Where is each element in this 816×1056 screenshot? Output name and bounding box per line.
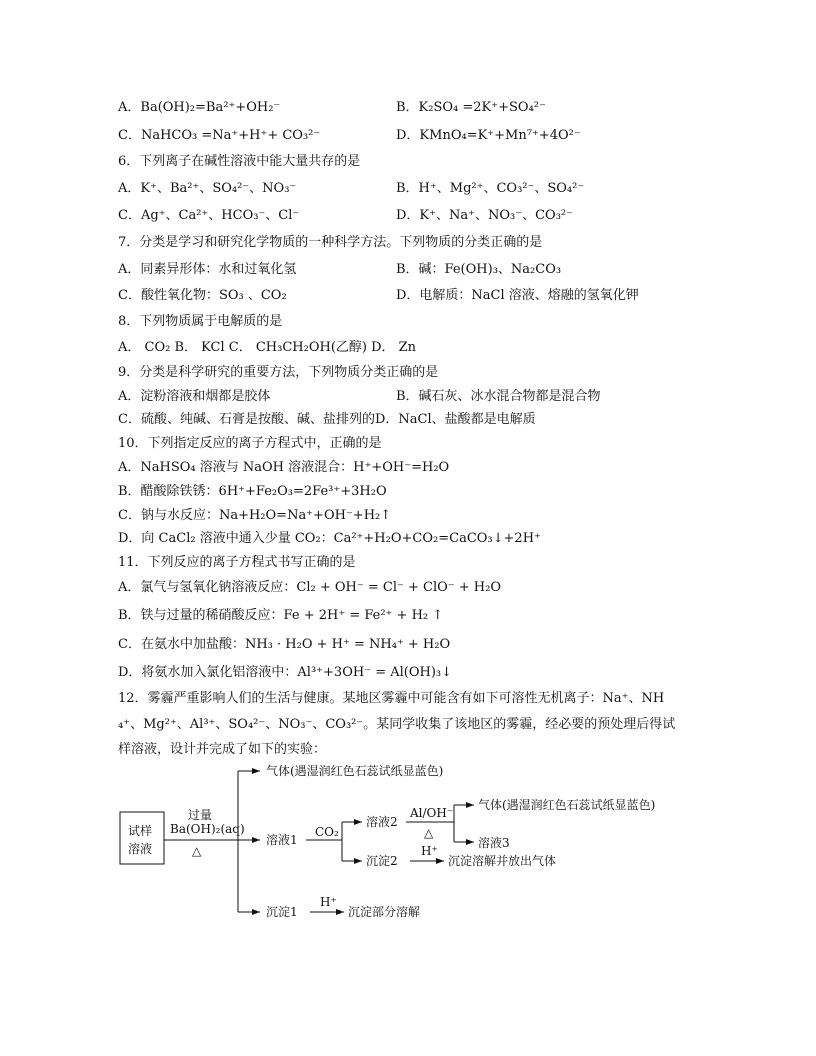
text-line-6A: A．K⁺、Ba²⁺、SO₄²⁻、NO₃⁻ <box>118 181 297 196</box>
text-line-7C: C．酸性氧化物：SO₃ 、CO₂ <box>118 288 287 303</box>
result2-label: 沉淀溶解并放出气体 <box>448 854 557 868</box>
text-line-9: 9．分类是科学研究的重要方法，下列物质分类正确的是 <box>118 365 439 380</box>
text-line-9B: B．碱石灰、冰水混合物都是混合物 <box>396 389 601 404</box>
reagent1-label: 过量 <box>188 808 213 822</box>
reagent2-label: Al/OH⁻ <box>410 806 454 820</box>
text-line-5B: B．K₂SO₄ =2K⁺+SO₄²⁻ <box>396 100 546 115</box>
gas2-label: 气体(遇湿润红色石蕊试纸显蓝色) <box>478 798 656 812</box>
text-line-11B: B．铁与过量的稀硝酸反应：Fe + 2H⁺ = Fe²⁺ + H₂ ↑ <box>118 608 444 623</box>
hplus2-label: H⁺ <box>320 895 337 909</box>
text-line-6B: B．H⁺、Mg²⁺、CO₃²⁻、SO₄²⁻ <box>396 181 585 196</box>
precipitate1-label: 沉淀1 <box>266 905 298 919</box>
text-line-10A: A．NaHSO₄ 溶液与 NaOH 溶液混合：H⁺+OH⁻=H₂O <box>118 460 450 475</box>
text-line-6C: C．Ag⁺、Ca²⁺、HCO₃⁻、Cl⁻ <box>118 208 300 223</box>
text-line-12a: 12．雾霾严重影响人们的生活与健康。某地区雾霾中可能含有如下可溶性无机离子：Na⁺、NH <box>118 691 665 706</box>
text-line-8opts: A． CO₂ B． KCl C． CH₃CH₂OH(乙醇) D． Zn <box>118 340 417 355</box>
text-line-9C: C．硫酸、纯碱、石膏是按酸、碱、盐排列的D．NaCl、盐酸都是电解质 <box>118 412 536 427</box>
solution2-label: 溶液2 <box>366 815 398 829</box>
text-line-7: 7．分类是学习和研究化学物质的一种科学方法。下列物质的分类正确的是 <box>118 235 543 250</box>
gas1-label: 气体(遇湿润红色石蕊试纸显蓝色) <box>266 764 444 778</box>
text-line-11C: C．在氨水中加盐酸：NH₃ · H₂O + H⁺ = NH₄⁺ + H₂O <box>118 637 451 652</box>
precipitate2-label: 沉淀2 <box>366 854 398 868</box>
text-line-7A: A．同素异形体：水和过氧化氢 <box>118 262 297 277</box>
sample-label-1: 试样 <box>128 824 153 838</box>
text-line-10B: B．醋酸除铁锈：6H⁺+Fe₂O₃=2Fe³⁺+3H₂O <box>118 484 387 499</box>
text-line-10: 10．下列指定反应的离子方程式中，正确的是 <box>118 436 382 451</box>
text-line-6: 6．下列离子在碱性溶液中能大量共存的是 <box>118 154 361 169</box>
text-line-11D: D．将氨水加入氯化铝溶液中：Al³⁺+3OH⁻ = Al(OH)₃↓ <box>118 665 453 680</box>
text-line-5A: A．Ba(OH)₂=Ba²⁺+OH₂⁻ <box>118 100 281 115</box>
co2-label: CO₂ <box>315 825 339 839</box>
result1-label: 沉淀部分溶解 <box>348 905 421 919</box>
text-line-12b: ₄⁺、Mg²⁺、Al³⁺、SO₄²⁻、NO₃⁻、CO₃²⁻。某同学收集了该地区的雾霾，经必要的预处理后得试 <box>118 717 676 732</box>
text-line-11A: A．氯气与氢氧化钠溶液反应：Cl₂ + OH⁻ = Cl⁻ + ClO⁻ + H₂O <box>118 580 501 595</box>
text-line-6D: D．K⁺、Na⁺、NO₃⁻、CO₃²⁻ <box>396 208 573 223</box>
text-line-5C: C．NaHCO₃ =Na⁺+H⁺+ CO₃²⁻ <box>118 128 321 143</box>
heat2-symbol: △ <box>424 826 434 840</box>
text-line-7B: B．碱：Fe(OH)₃、Na₂CO₃ <box>396 262 562 277</box>
text-line-12c: 样溶液，设计并完成了如下的实验： <box>118 742 327 757</box>
text-line-7D: D．电解质：NaCl 溶液、熔融的氢氧化钾 <box>396 288 639 303</box>
sample-label-2: 溶液 <box>128 842 153 856</box>
text-line-9A: A．淀粉溶液和烟都是胶体 <box>118 389 271 404</box>
solution1-label: 溶液1 <box>266 833 298 847</box>
text-line-10D: D．向 CaCl₂ 溶液中通入少量 CO₂：Ca²⁺+H₂O+CO₂=CaCO₃↓+2H⁺ <box>118 531 541 546</box>
experiment-flow-diagram <box>110 762 710 932</box>
heat-symbol: △ <box>192 844 202 858</box>
reagent1b-label: Ba(OH)₂(aq) <box>170 822 245 836</box>
hplus-label: H⁺ <box>421 844 438 858</box>
solution3-label: 溶液3 <box>478 836 510 850</box>
flow-chart-svg <box>110 762 710 932</box>
text-line-10C: C．钠与水反应：Na+H₂O=Na⁺+OH⁻+H₂↑ <box>118 508 392 523</box>
text-line-11: 11．下列反应的离子方程式书写正确的是 <box>118 555 356 570</box>
text-line-5D: D．KMnO₄=K⁺+Mn⁷⁺+4O²⁻ <box>396 128 581 143</box>
sample-box <box>120 812 164 864</box>
text-line-8: 8．下列物质属于电解质的是 <box>118 314 283 329</box>
